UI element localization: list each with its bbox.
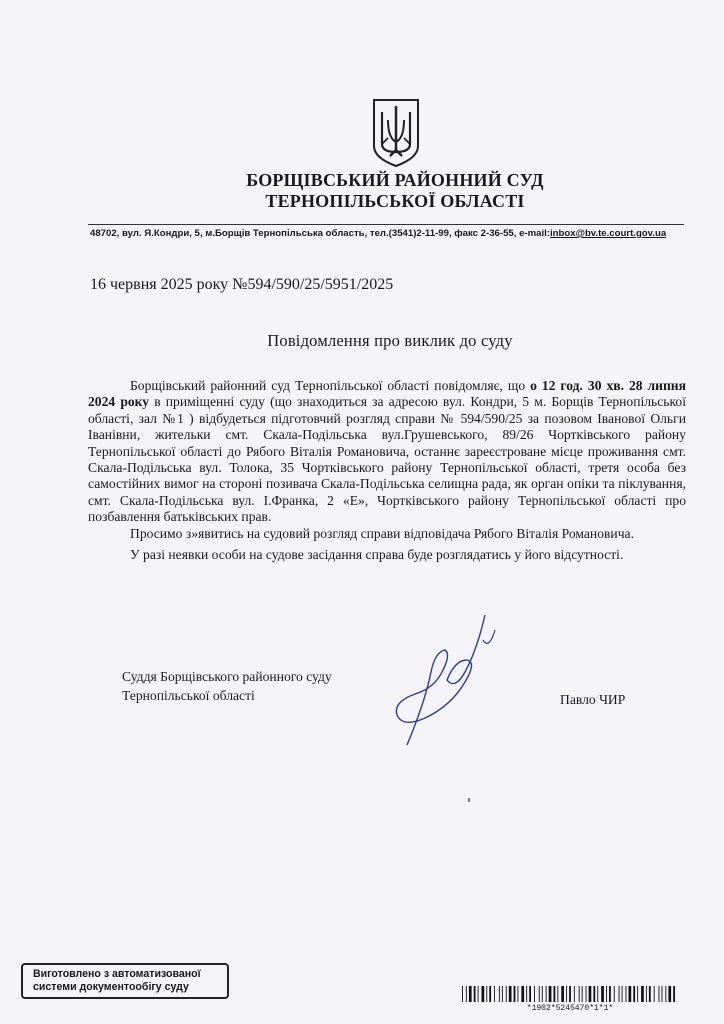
barcode-number: *1902*5245470*1*1* [526, 1004, 614, 1013]
judge-name: Павло ЧИР [560, 692, 626, 707]
court-name-line2: ТЕРНОПІЛЬСЬКОЇ ОБЛАСТІ [265, 191, 525, 211]
paragraph-2: Просимо з»явитись на судовий розгляд справи відповідача Рябого Віталія Романовича. [130, 525, 634, 541]
scan-mark [468, 798, 470, 802]
court-name [180, 170, 610, 212]
hearing-datetime: о 12 год. 30 хв. 28 липня 2024 року [88, 378, 686, 410]
judge-title [122, 667, 332, 705]
paragraph-3: У разі неявки особи на судове засідання справа буде розглядатись у його відсутності. [130, 547, 624, 563]
document-barcode [462, 986, 678, 1002]
paragraph-1-details: в приміщенні суду (що знаходиться за адресою вул. Кондри, 5 м. Борщів Тернопільської області, зал №1 ) відбудеться підготовчий розгляд справи № 594/590/25 за позовом Іванової Ольги Іванівни, жительки смт. Скала-Подільська вул.Грушевського, 89/26 Чортківського району Тернопільської області до Рябого Віталія Романовича, останнє зареєстроване місце проживання смт. Скала-Подільська вул. Толока, 35 Чортківського району Тернопільської області, третя особа без самостійних вимог на стороні позивача Скала-Подільська селищна рада, як орган опіки та піклування, смт. Скала-Подільська вул. І.Франка, 2 «Е», Чортківського району Тернопільської області про позбавлення батьківських прав. [88, 394, 686, 525]
handwritten-signature [385, 610, 505, 750]
coat-of-arms-icon [371, 98, 421, 168]
court-name-line1: БОРЩІВСЬКИЙ РАЙОННИЙ СУД [246, 170, 544, 190]
stamp-line1: Виготовлено з автоматизованої [33, 968, 201, 980]
date-and-number: 16 червня 2025 року №594/590/25/5951/2025 [90, 276, 394, 293]
header-divider [88, 224, 684, 225]
address-text: 48702, вул. Я.Кондри, 5, м.Борщів Тернопільська область, тел.(3541)2-11-99, факс 2-36-55, e-mail: [90, 228, 551, 239]
notice-body [88, 378, 686, 563]
paragraph-1 [88, 378, 686, 526]
automation-stamp [21, 963, 229, 999]
email-link[interactable]: inbox@bv.te.court.gov.ua [550, 228, 667, 239]
paragraph-1-intro: Борщівський районний суд Тернопільської області повідомляє, що [130, 378, 531, 393]
judge-title-line1: Суддя Борщівського районного суду [122, 669, 332, 684]
judge-title-line2: Тернопільської області [122, 688, 255, 703]
document-title: Повідомлення про виклик до суду [267, 331, 513, 350]
court-address [90, 228, 690, 239]
stamp-line2: системи документообігу суду [33, 981, 189, 993]
